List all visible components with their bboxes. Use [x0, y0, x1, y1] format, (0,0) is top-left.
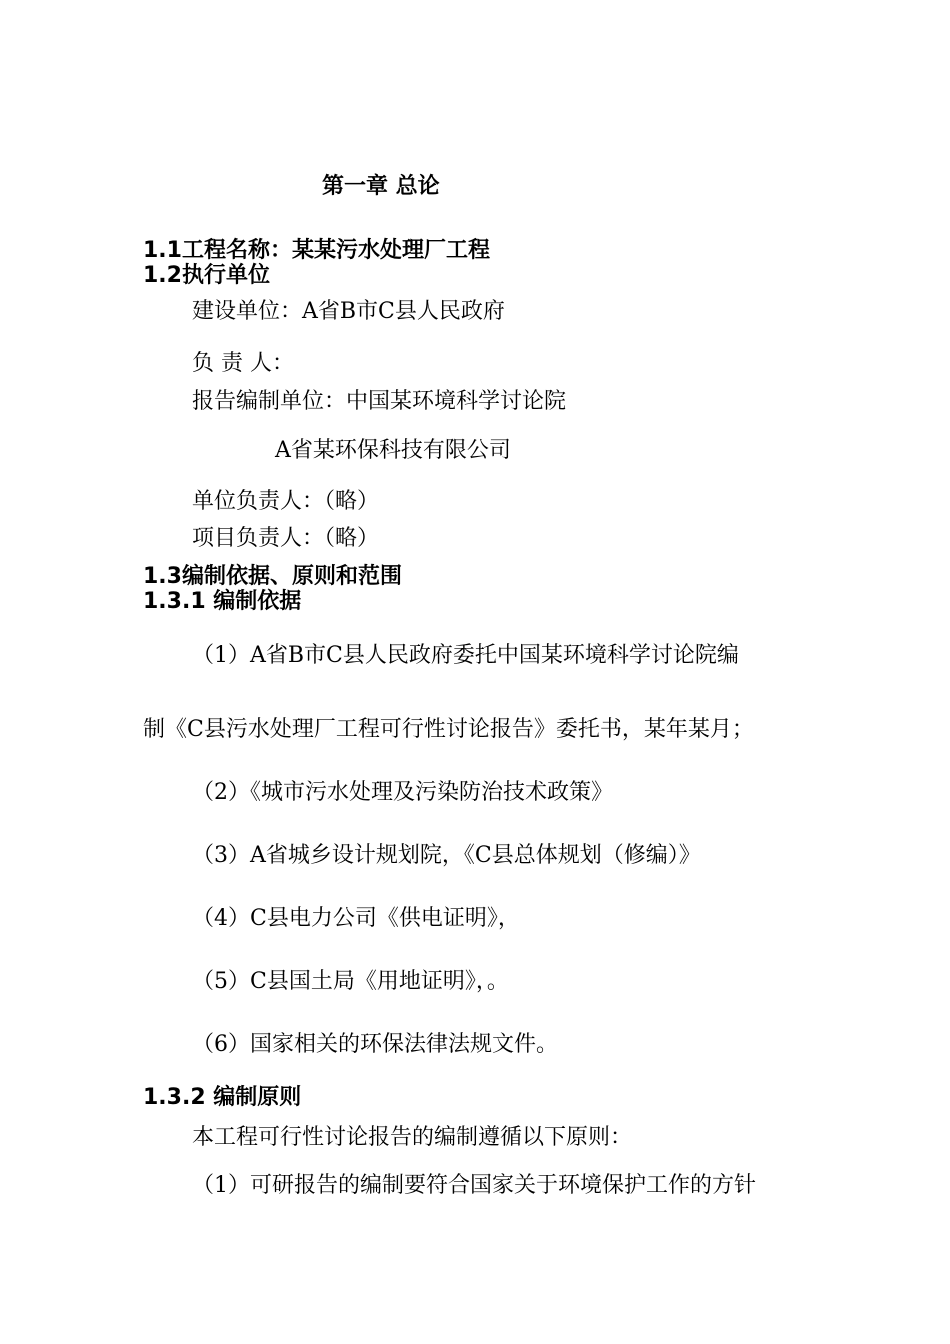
section-1-3-heading: 1.3编制依据、原则和范围 — [143, 564, 402, 589]
section-1-1-heading: 1.1工程名称：某某污水处理厂工程 — [143, 238, 490, 263]
project-leader-line: 项目负责人：（略） — [192, 526, 380, 551]
basis-item-1-continued: 制《C县污水处理厂工程可行性讨论报告》委托书，某年某月； — [143, 717, 754, 742]
unit-leader-line: 单位负责人：（略） — [192, 489, 380, 514]
section-1-3-1-heading: 1.3.1 编制依据 — [143, 589, 302, 614]
section-1-3-2-heading: 1.3.2 编制原则 — [143, 1085, 302, 1110]
responsible-line: 负 责 人： — [192, 351, 294, 376]
principle-intro: 本工程可行性讨论报告的编制遵循以下原则： — [192, 1125, 633, 1150]
basis-item-3: （3）A省城乡设计规划院，《C县总体规划（修编）》 — [192, 843, 701, 868]
basis-item-5: （5）C县国土局《用地证明》，。 — [192, 969, 509, 994]
report-unit-line: 报告编制单位：中国某环境科学讨论院 — [192, 389, 567, 414]
report-unit-2-line: A省某环保科技有限公司 — [275, 438, 511, 463]
basis-item-1: （1）A省B市C县人民政府委托中国某环境科学讨论院编 — [192, 643, 739, 668]
chapter-title: 第一章 总论 — [322, 174, 440, 199]
section-1-2-heading: 1.2执行单位 — [143, 263, 270, 288]
builder-line: 建设单位：A省B市C县人民政府 — [192, 299, 505, 324]
basis-item-6: （6）国家相关的环保法律法规文件。 — [192, 1032, 558, 1057]
principle-item-1: （1）可研报告的编制要符合国家关于环境保护工作的方针 — [192, 1173, 756, 1198]
basis-item-2: （2）《城市污水处理及污染防治技术政策》 — [192, 780, 613, 805]
basis-item-4: （4）C县电力公司《供电证明》， — [192, 906, 520, 931]
